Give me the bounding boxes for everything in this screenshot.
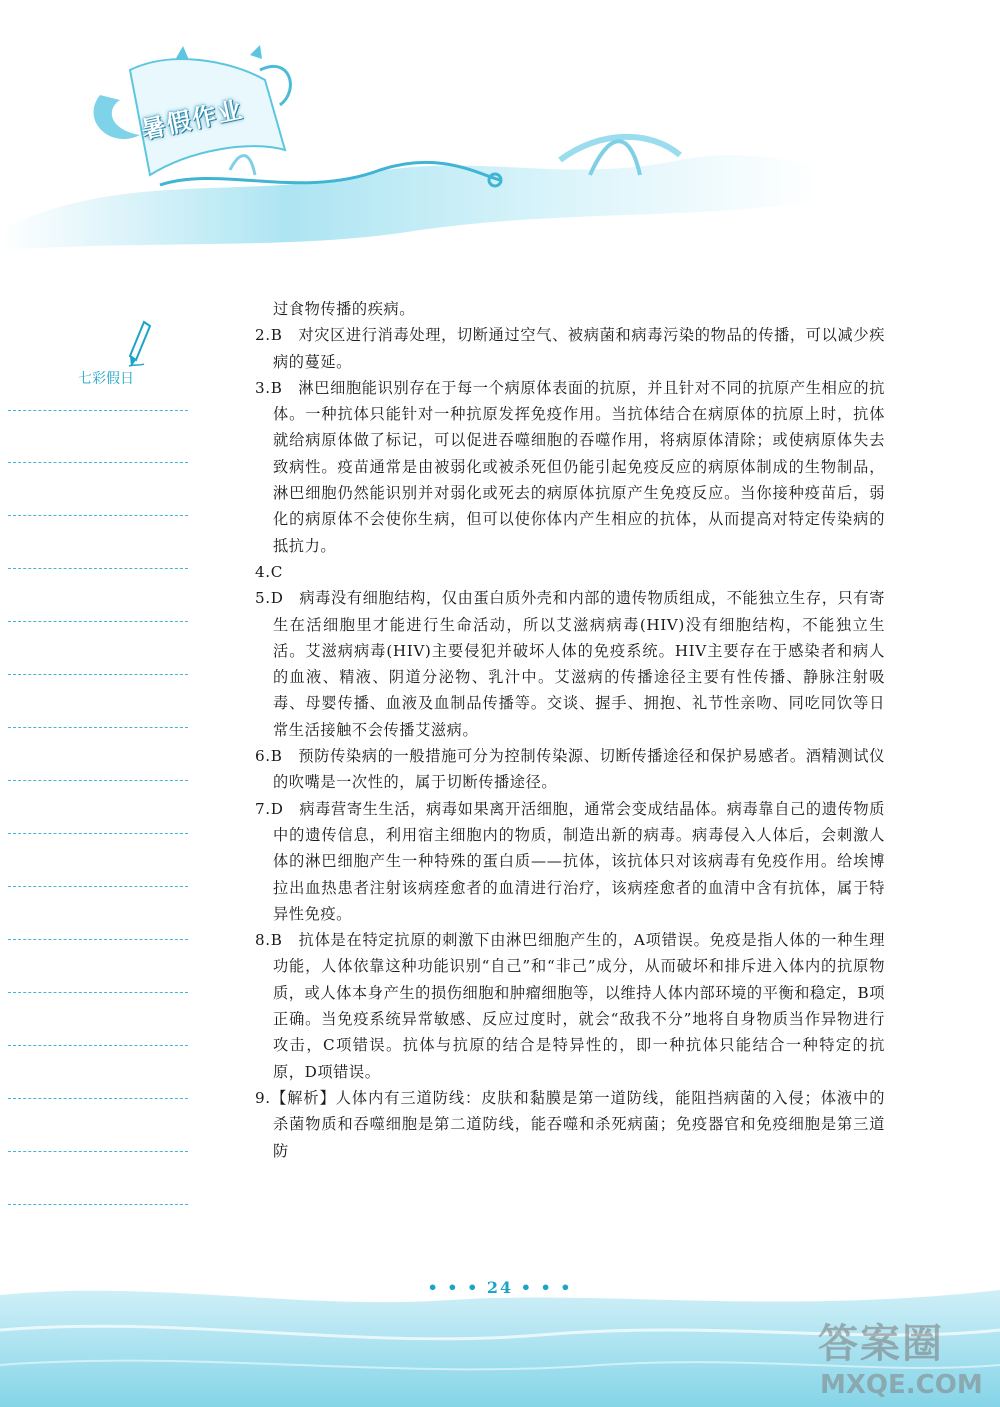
watermark-logo: 答案圈: [818, 1321, 944, 1367]
note-line: [8, 1151, 188, 1152]
pen-icon: [126, 320, 152, 370]
note-line: [8, 621, 188, 622]
note-line: [8, 1204, 188, 1205]
note-line: [8, 780, 188, 781]
answer-continuation: 过食物传播的疾病。: [273, 300, 416, 318]
note-line: [8, 1045, 188, 1046]
header-title: 暑假作业: [138, 95, 247, 145]
note-line: [8, 833, 188, 834]
answer-item: 9.【解析】人体内有三道防线：皮肤和黏膜是第一道防线，能阻挡病菌的入侵；体液中的杀菌物质和吞噬细胞是第二道防线，能吞噬和杀死病菌；免疫器官和免疫细胞是第三道防: [255, 1088, 885, 1160]
answer-item: 7.D 病毒营寄生生活，病毒如果离开活细胞，通常会变成结晶体。病毒靠自己的遗传物质中的遗传信息，利用宿主细胞内的物质，制造出新的病毒。病毒侵入人体后，会刺激人体的淋巴细胞产生一种特殊的蛋白质——抗体，该抗体只对该病毒有免疫作用。给埃博拉出血热患者注射该病痊愈者的血清进行治疗，该病痊愈者的血清中含有抗体，属于特异性免疫。: [255, 799, 885, 923]
answer-item: 5.D 病毒没有细胞结构，仅由蛋白质外壳和内部的遗传物质组成，不能独立生存，只有寄生在活细胞里才能进行生命活动，所以艾滋病病毒(HIV)没有细胞结构，不能独立生活。艾滋病病毒(HIV)主要侵犯并破坏人体的免疫系统。HIV主要存在于感染者和病人的血液、精液、阴道分泌物、乳汁中。艾滋病的传播途径主要有性传播、静脉注射吸毒、母婴传播、血液及血制品传播等。交谈、握手、拥抱、礼节性亲吻、同吃同饮等日常生活接触不会传播艾滋病。: [255, 589, 885, 739]
answer-item: 4.C: [255, 562, 283, 581]
answer-item: 3.B 淋巴细胞能识别存在于每一个病原体表面的抗原，并且针对不同的抗原产生相应的抗体。一种抗体只能针对一种抗原发挥免疫作用。当抗体结合在病原体的抗原上时，抗体就给病原体做了标记，可以促进吞噬细胞的吞噬作用，将病原体清除；或使病原体失去致病性。疫苗通常是由被弱化或被杀死但仍能引起免疫反应的病原体制成的生物制品，淋巴细胞仍然能识别并对弱化或死去的病原体抗原产生免疫反应。当你接种疫苗后，弱化的病原体不会使你生病，但可以使你体内产生相应的抗体，从而提高对特定传染病的抵抗力。: [255, 378, 885, 555]
note-line: [8, 1098, 188, 1099]
note-line: [8, 462, 188, 463]
note-line: [8, 410, 188, 411]
watermark-url: MXQE.COM: [820, 1370, 983, 1400]
answer-item: 8.B 抗体是在特定抗原的刺激下由淋巴细胞产生的，A项错误。免疫是指人体的一种生理功能，人体依靠这种功能识别“自己”和“非己”成分，从而破坏和排斥进入体内的抗原物质，或人体本身产生的损伤细胞和肿瘤细胞等，以维持人体内部环境的平衡和稳定，B项正确。当免疫系统异常敏感、反应过度时，就会“敌我不分”地将自身物质当作异物进行攻击，C项错误。抗体与抗原的结合是特异性的，即一种抗体只能结合一种特定的抗原，D项错误。: [255, 931, 885, 1081]
note-line: [8, 886, 188, 887]
note-line: [8, 515, 188, 516]
answer-item: 2.B 对灾区进行消毒处理，切断通过空气、被病菌和病毒污染的物品的传播，可以减少疾病的蔓延。: [255, 326, 885, 371]
answer-content: [255, 296, 885, 1164]
note-line: [8, 674, 188, 675]
answer-item: 6.B 预防传染病的一般措施可分为控制传染源、切断传播途径和保护易感者。酒精测试仪的吹嘴是一次性的，属于切断传播途径。: [255, 747, 885, 792]
note-line: [8, 939, 188, 940]
note-line: [8, 568, 188, 569]
note-line: [8, 992, 188, 993]
note-line: [8, 727, 188, 728]
margin-tag: 七彩假日: [78, 371, 134, 387]
page-number: • • • 24 • • •: [427, 1278, 573, 1297]
